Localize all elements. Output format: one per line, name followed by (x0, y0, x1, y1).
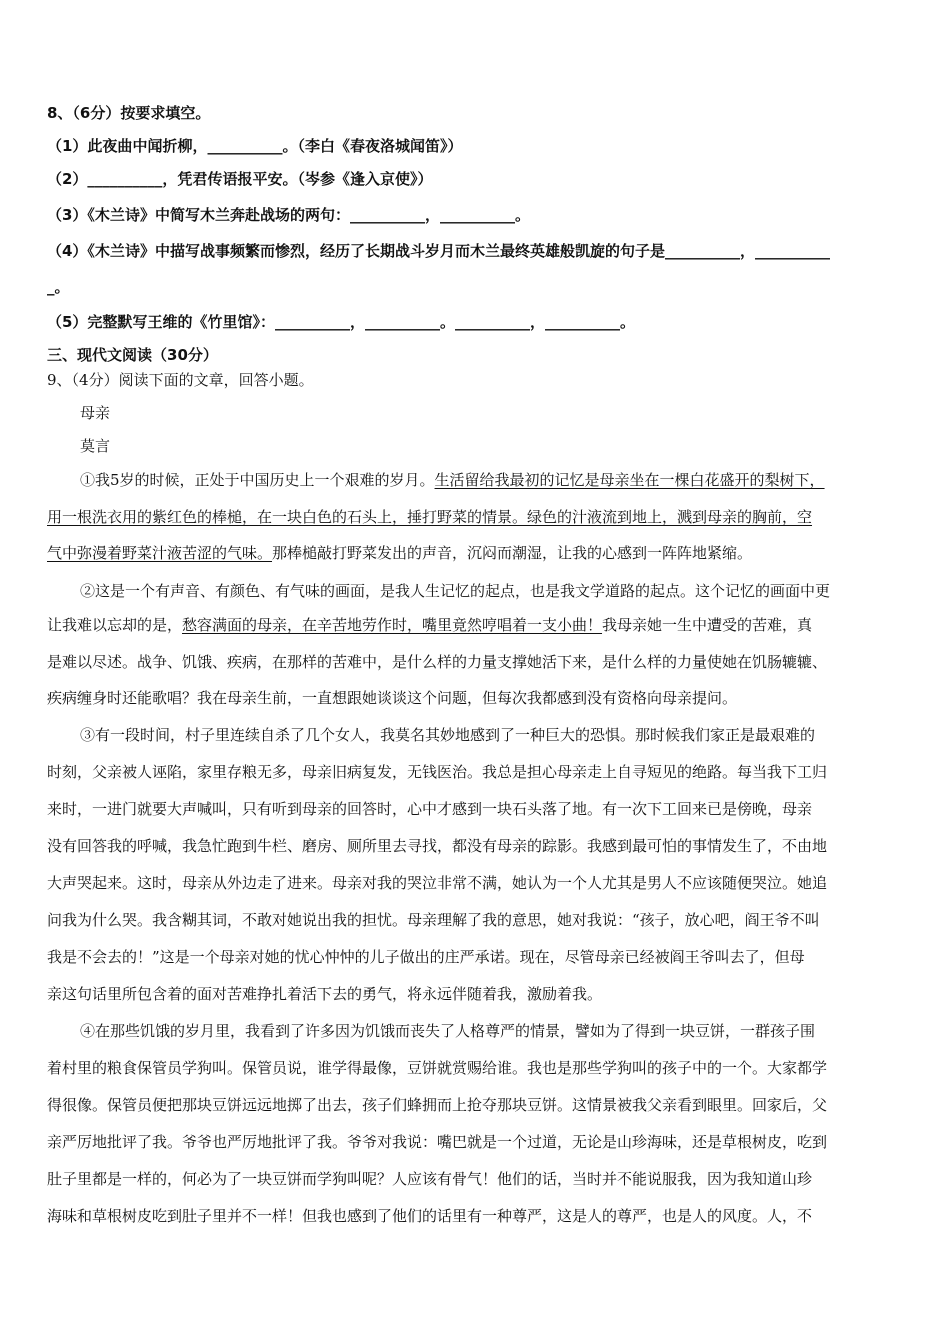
p2-line-2-a: 让我难以忘却的是， (47, 616, 183, 634)
p4-line-3: 得很像。保管员便把那块豆饼远远地掷了出去，孩子们蜂拥而上抢夺那块豆饼。这情景被我父亲看到眼里。回家后，父 (47, 1096, 828, 1114)
p2-line-1: ②这是一个有声音、有颜色、有气味的画面，是我人生记忆的起点，也是我文学道路的起点。这个记忆的画面中更 (80, 582, 831, 600)
article-author: 莫言 (80, 437, 111, 455)
q8-item-1: （1）此夜曲中闻折柳，__________。（李白《春夜洛城闻笛》） (47, 137, 463, 155)
q8-item-4-line-2: _。 (47, 278, 70, 296)
p2-line-3: 是难以尽述。战争、饥饿、疾病，在那样的苦难中，是什么样的力量支撑她活下来，是什么样的力量使她在饥肠辘辘、 (47, 653, 828, 671)
p1-line-3-plain: 那棒槌敲打野菜发出的声音，沉闷而潮湿，让我的心感到一阵阵地紧缩。 (272, 544, 753, 562)
p1-line-2: 用一根洗衣用的紫红色的棒槌，在一块白色的石头上，捶打野菜的情景。绿色的汁液流到地上，溅到母亲的胸前，空 (47, 508, 813, 526)
p3-line-5: 大声哭起来。这时，母亲从外边走了进来。母亲对我的哭泣非常不满，她认为一个人尤其是男人不应该随便哭泣。她追 (47, 874, 828, 892)
p3-line-1: ③有一段时间，村子里连续自杀了几个女人，我莫名其妙地感到了一种巨大的恐惧。那时候我们家正是最艰难的 (80, 726, 816, 744)
q8-item-4-line-1: （4）《木兰诗》中描写战事频繁而惨烈，经历了长期战斗岁月而木兰最终英雄般凯旋的句子是__________，__________ (47, 242, 830, 260)
p3-line-2: 时刻，父亲被人诬陷，家里存粮无多，母亲旧病复发，无钱医治。我总是担心母亲走上自寻短见的绝路。每当我下工归 (47, 763, 828, 781)
q8-item-3: （3）《木兰诗》中简写木兰奔赴战场的两句：__________，__________。 (47, 206, 530, 224)
p4-line-2: 着村里的粮食保管员学狗叫。保管员说，谁学得最像，豆饼就赏赐给谁。我也是那些学狗叫的孩子中的一个。大家都学 (47, 1059, 828, 1077)
p3-line-6: 问我为什么哭。我含糊其词，不敢对她说出我的担忧。母亲理解了我的意思，她对我说：“孩子，放心吧，阎王爷不叫 (47, 911, 820, 929)
p3-line-4: 没有回答我的呼喊，我急忙跑到牛栏、磨房、厕所里去寻找，都没有母亲的踪影。我感到最可怕的事情发生了，不由地 (47, 837, 828, 855)
p1-line-1 (80, 470, 910, 490)
p1-line-1-underlined: 生活留给我最初的记忆是母亲坐在一棵白花盛开的梨树下， (434, 471, 825, 489)
p3-line-8: 亲这句话里所包含着的面对苦难挣扎着活下去的勇气，将永远伴随着我，激励着我。 (47, 985, 603, 1003)
p4-line-5: 肚子里都是一样的，何必为了一块豆饼而学狗叫呢？人应该有骨气！他们的话，当时并不能说服我，因为我知道山珍 (47, 1170, 813, 1188)
article-title: 母亲 (80, 404, 111, 422)
q8-heading: 8、（6分）按要求填空。 (47, 104, 211, 122)
p2-line-4: 疾病缠身时还能歌唱？我在母亲生前，一直想跟她谈谈这个问题，但每次我都感到没有资格向母亲提问。 (47, 689, 738, 707)
p1-line-3-underlined: 气中弥漫着野菜汁液苦涩的气味。 (47, 544, 273, 562)
p2-line-2-b: 我母亲她一生中遭受的苦难，真 (602, 616, 813, 634)
p4-line-4: 亲严厉地批评了我。爷爷也严厉地批评了我。爷爷对我说：嘴巴就是一个过道，无论是山珍海味，还是草根树皮，吃到 (47, 1133, 828, 1151)
p1-line-1-plain: ①我5岁的时候，正处于中国历史上一个艰难的岁月。 (80, 471, 435, 489)
p1-line-3 (47, 543, 907, 563)
p4-line-6: 海味和草根树皮吃到肚子里并不一样！但我也感到了他们的话里有一种尊严，这是人的尊严，也是人的风度。人，不 (47, 1207, 813, 1225)
section-3-heading: 三、现代文阅读（30分） (47, 346, 218, 364)
p3-line-3: 来时，一进门就要大声喊叫，只有听到母亲的回答时，心中才感到一块石头落了地。有一次下工回来已是傍晚，母亲 (47, 800, 813, 818)
p2-line-2-underlined: 愁容满面的母亲，在辛苦地劳作时，嘴里竟然哼唱着一支小曲！ (182, 616, 603, 634)
q9-heading: 9、（4分）阅读下面的文章，回答小题。 (47, 371, 314, 389)
p2-line-2 (47, 615, 907, 635)
p3-line-7: 我是不会去的！”这是一个母亲对她的忧心忡忡的儿子做出的庄严承诺。现在，尽管母亲已经被阎王爷叫去了，但母 (47, 948, 805, 966)
p4-line-1: ④在那些饥饿的岁月里，我看到了许多因为饥饿而丧失了人格尊严的情景，譬如为了得到一块豆饼，一群孩子围 (80, 1022, 816, 1040)
q8-item-5: （5）完整默写王维的《竹里馆》：__________，__________。__________，__________。 (47, 313, 635, 331)
q8-item-2: （2）__________，凭君传语报平安。（岑参《逢入京使》） (47, 170, 433, 188)
